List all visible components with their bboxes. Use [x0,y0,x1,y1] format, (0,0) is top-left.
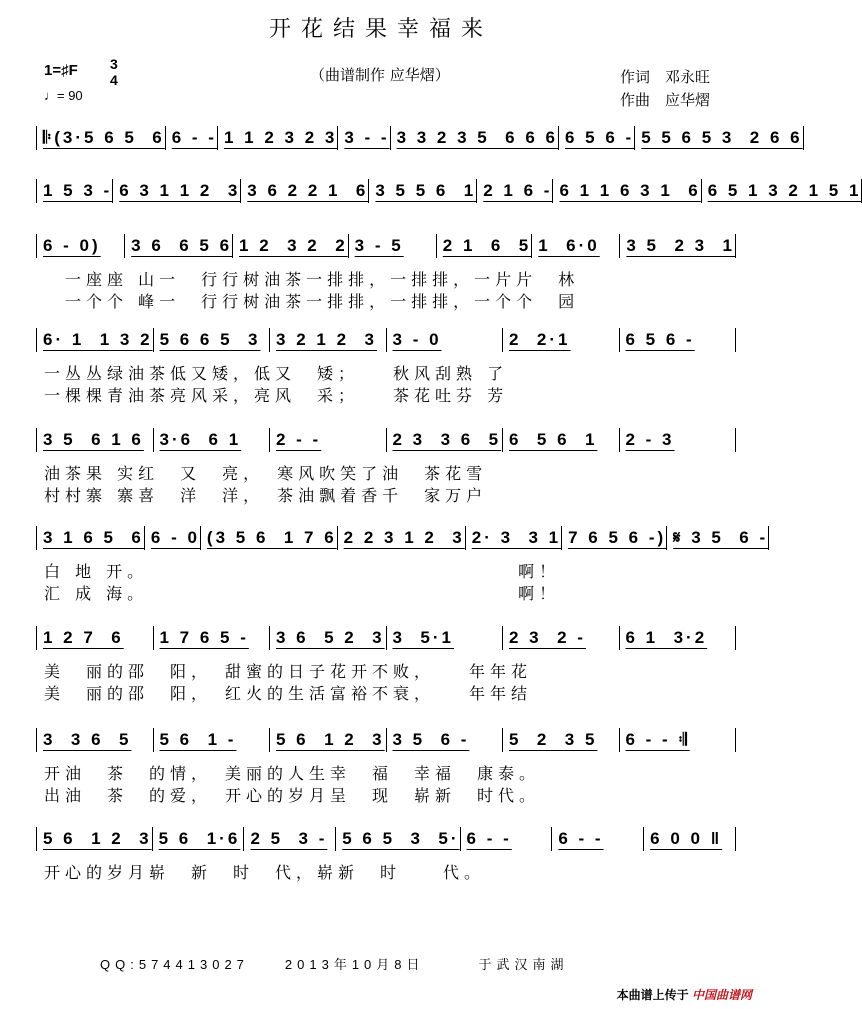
lyric-line: 出油 茶 的爱， 开心的岁月呈 现 崭新 时代。 [44,786,541,805]
measure: 3 - 0 [386,328,502,352]
upload-note [617,986,752,1003]
music-line [36,327,736,353]
lyric-line: 一棵棵青油茶亮风采，亮风 采； 茶花吐芬 芳 [44,386,509,405]
measure: 6 1 3·2 [619,626,737,650]
measure: (3 5 6 1 7 6 [200,526,337,550]
measure: 5 6 6 5 3 [153,328,269,352]
measure: 2 5 3 - [243,827,335,851]
lyric-line: 白 地 开。 啊！ [44,562,561,581]
music-line [36,625,736,651]
music-line [36,727,736,753]
measure: 5 6 1 - [153,728,270,752]
measure: 6 0 0 ‖ [643,827,736,851]
measure: 6 - - [460,827,552,851]
measure: 5 5 6 5 3 2 6 6 [634,126,803,150]
measure: 3 1 6 5 6 [36,526,144,550]
site-logo: 中国曲谱网 [691,988,752,1002]
measure: 1 5 3 - [36,179,112,203]
maker-credit: （曲谱制作 应华熠） [310,66,450,84]
music-line [36,233,736,259]
measure: 1 2 3 2 2 [232,234,348,258]
lyric-line: 一个个 峰一 行行树油茶一排排，一排排，一个个 园 [44,292,580,311]
lyric-line: 开心的岁月崭 新 时 代，崭新 时 代。 [44,863,486,882]
measure: 3 5 6 - [386,728,503,752]
measure: 2 1 6 - [476,179,552,203]
measure: 5 6 1 2 3 [269,728,386,752]
measure: 2 3 2 - [502,626,619,650]
measure: 3 6 2 2 1 6 [240,179,368,203]
measure: 3 5 2 3 1 [619,234,736,258]
measure: 3 3 2 3 5 6 6 6 [390,126,558,150]
lyric-line: 汇 成 海。 啊！ [44,584,561,603]
measure: 6 - 0) [36,234,124,258]
lyric-line: 一座座 山一 行行树油茶一排排，一排排，一片片 林 [44,270,580,289]
lyric-line: 油茶果 实红 又 亮， 寒风吹笑了油 茶花雪 [44,464,488,483]
tempo-marking: ♩= 90 [44,88,83,103]
measure: 6 3 1 1 2 3 [112,179,240,203]
lyric-line: 一丛丛绿油茶低又矮，低又 矮； 秋风刮熟 了 [44,364,509,383]
music-line [36,826,736,852]
lyric-line: 美 丽的邵 阳， 甜蜜的日子花开不败， 年年花 [44,662,533,681]
measure: 5 6 1 2 3 [36,827,152,851]
measure: 2 - - [269,428,386,452]
measure: 2 3 3 6 5 [386,428,503,452]
measure: 3 3 6 5 [36,728,153,752]
music-line [36,525,769,551]
measure: 6 - - [551,827,643,851]
footer-info: QQ:574413027 2013年10月8日 于武汉南湖 [100,957,569,972]
upload-text: 本曲谱上传于 [616,988,689,1002]
measure: 6· 1 1 3 2 [36,328,153,352]
measure: 6 - - [165,126,217,150]
measure: 3 5 6 1 6 [36,428,153,452]
measure: 3 2 1 2 3 [269,328,385,352]
time-top: 3 [110,56,118,72]
lyric-line: 美 丽的邵 阳， 红火的生活富裕不衰， 年年结 [44,684,533,703]
time-signature [110,56,118,88]
measure: 6 - 0 [144,526,200,550]
measure: 3 6 5 2 3 [269,626,386,650]
key-signature: 1=♯F [44,62,78,79]
measure: 6 1 1 6 3 1 6 [552,179,700,203]
measure: 3 5·1 [386,626,503,650]
measure: 2 2·1 [502,328,618,352]
measure: 3 - 5 [348,234,436,258]
measure: 6 5 1 3 2 1 5 1 [701,179,862,203]
music-line [36,125,803,151]
measure: 3 6 6 5 6 [124,234,232,258]
measure: 6 5 6 - [558,126,634,150]
measure: 1 6·0 [531,234,619,258]
measure: 2 2 3 1 2 3 [337,526,465,550]
measure: 7 6 5 6 -) [561,526,666,550]
measure: 1 1 2 3 2 3 [217,126,337,150]
music-line [36,178,862,204]
lyric-line: 开油 茶 的情， 美丽的人生幸 福 幸福 康泰。 [44,764,541,783]
measure: 5 6 5 3 5· [335,827,459,851]
lyricist-credit: 作词 邓永旺 [620,68,711,86]
lyric-line: 村村寨 寨喜 洋 洋， 茶油飘着香千 家万户 [44,486,488,505]
measure: 5 2 3 5 [502,728,619,752]
measure: 5 6 1·6 [152,827,244,851]
measure: 3 - - [337,126,389,150]
measure: 6 5 6 - [619,328,736,352]
measure: 1 2 7 6 [36,626,153,650]
measure: 𝄋 3 5 6 - [666,526,769,550]
measure: 3·6 6 1 [153,428,270,452]
measure: 6 5 6 1 [502,428,619,452]
composer-credit: 作曲 应华熠 [620,91,711,109]
measure: 2 - 3 [619,428,737,452]
measure: 6 - - 𝄇 [619,728,737,752]
measure: 2 1 6 5 [436,234,531,258]
music-line [36,427,736,453]
measure: 3 5 5 6 1 [368,179,476,203]
time-bottom: 4 [110,72,118,88]
measure: 1 7 6 5 - [153,626,270,650]
song-title: 开花结果幸福来 [268,17,493,42]
measure: 𝄆(3·5 6 5 6 [36,126,165,150]
measure: 2· 3 3 1 [465,526,561,550]
